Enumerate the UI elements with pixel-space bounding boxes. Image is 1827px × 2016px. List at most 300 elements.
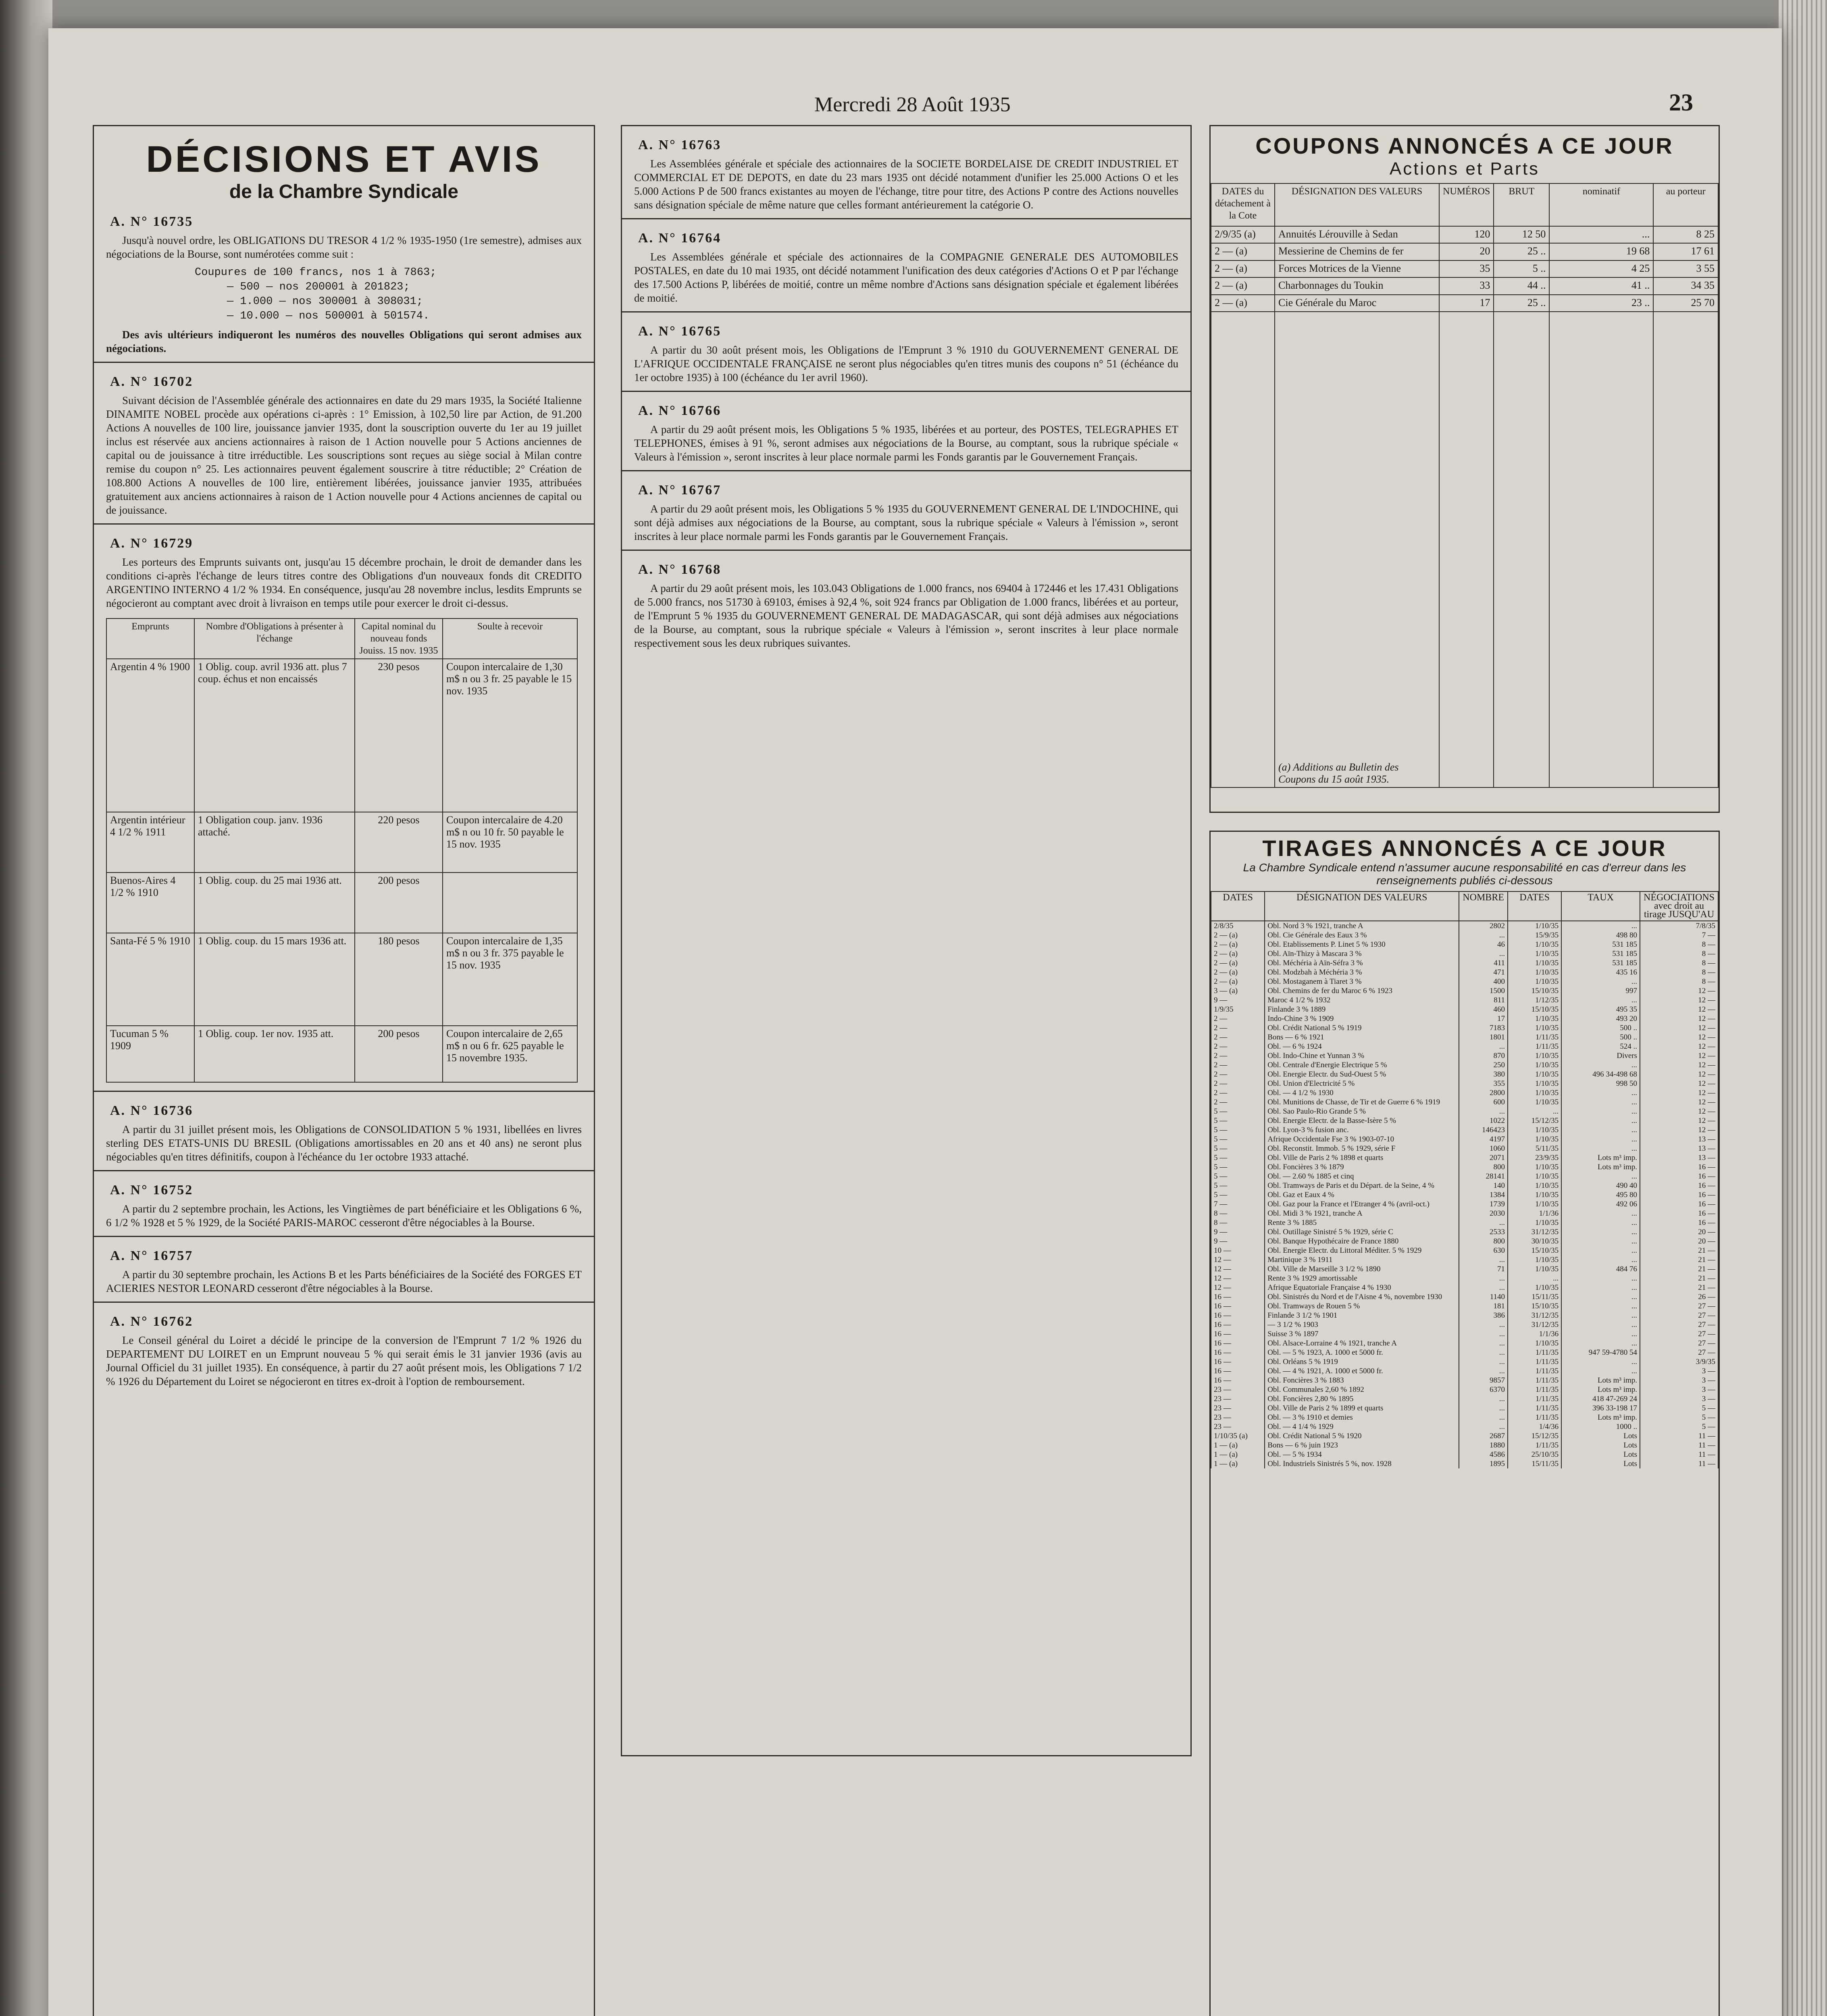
table-cell: 496 34-498 68 — [1561, 1070, 1640, 1079]
table-cell: Obl. — 2.60 % 1885 et cinq — [1265, 1172, 1459, 1181]
column-header: TAUX — [1561, 891, 1640, 921]
table-cell: 1500 — [1459, 986, 1508, 996]
table-cell: ... — [1459, 1274, 1508, 1283]
table-cell: 5 — — [1640, 1422, 1718, 1431]
table-row — [1211, 1255, 1718, 1264]
table-cell: 17 — [1459, 1014, 1508, 1023]
column-header: nominatif — [1549, 183, 1653, 226]
table-cell: 2 — — [1211, 1088, 1265, 1098]
table-row — [1211, 1144, 1718, 1153]
table-row — [1211, 1070, 1718, 1079]
column-header: DÉSIGNATION DES VALEURS — [1275, 183, 1439, 226]
table-row — [1211, 1339, 1718, 1348]
table-row — [1211, 1181, 1718, 1190]
table-cell: Obl. Gaz et Eaux 4 % — [1265, 1190, 1459, 1200]
table-cell: 500 .. — [1561, 1033, 1640, 1042]
notice-text: A partir du 31 juillet présent mois, les Obligations de CONSOLIDATION 5 % 1931, libellées en livres sterling DES ETATS-UNIS DU BRESIL (Obligations amortissables en 20 ans et 40 ans) ne seront plus négociables qu'en titres définitifs, coupon à l'échéance du 1er octobre 1933 attaché. — [106, 1123, 582, 1163]
table-cell: 16 — — [1640, 1209, 1718, 1218]
table-row — [1211, 1302, 1718, 1311]
table-cell: 17 — [1439, 295, 1494, 312]
table-row — [1211, 1227, 1718, 1237]
table-cell: 2 — — [1211, 1070, 1265, 1079]
table-row — [1211, 1079, 1718, 1088]
table-cell: 1000 .. — [1561, 1422, 1640, 1431]
table-cell: 16 — — [1211, 1376, 1265, 1385]
table-cell: ... — [1459, 1320, 1508, 1329]
table-cell: 31/12/35 — [1508, 1320, 1561, 1329]
table-cell: 8 — — [1640, 949, 1718, 958]
table-cell: 493 20 — [1561, 1014, 1640, 1023]
table-row — [1211, 1459, 1718, 1468]
table-cell: 21 — — [1640, 1274, 1718, 1283]
table-cell: 1/10/35 — [1508, 1125, 1561, 1135]
table-cell: ... — [1561, 1302, 1640, 1311]
table-cell: Obl. Chemins de fer du Maroc 6 % 1923 — [1265, 986, 1459, 996]
table-row — [1211, 1098, 1718, 1107]
table-cell: 492 06 — [1561, 1200, 1640, 1209]
table-row — [1211, 1366, 1718, 1376]
table-cell: 1/11/35 — [1508, 1366, 1561, 1376]
table-cell: 8 25 — [1653, 226, 1718, 243]
table-cell: 9857 — [1459, 1376, 1508, 1385]
table-cell: 495 35 — [1561, 1005, 1640, 1014]
table-cell: 23 — — [1211, 1385, 1265, 1394]
table-cell: 5 .. — [1494, 260, 1549, 277]
table-cell: Obl. Outillage Sinistré 5 % 1929, série C — [1265, 1227, 1459, 1237]
table-cell: 11 — — [1640, 1441, 1718, 1450]
table-cell: Obl. Industriels Sinistrés 5 %, nov. 1928 — [1265, 1459, 1459, 1468]
table-cell: 5 — — [1640, 1404, 1718, 1413]
table-row — [1211, 1218, 1718, 1227]
table-cell: 5/11/35 — [1508, 1144, 1561, 1153]
table-cell: ... — [1459, 1255, 1508, 1264]
table-cell: Annuités Lérouville à Sedan — [1275, 226, 1439, 243]
table-cell: Afrique Occidentale Fse 3 % 1903-07-10 — [1265, 1135, 1459, 1144]
table-cell: 2/8/35 — [1211, 921, 1265, 931]
table-row — [1211, 1292, 1718, 1302]
table-cell: Argentin 4 % 1900 — [106, 659, 194, 812]
coupure-line: — 500 — nos 200001 à 201823; — [227, 281, 410, 293]
table-cell: 2 — (a) — [1211, 940, 1265, 949]
table-cell: 5 — — [1211, 1162, 1265, 1172]
table-cell: ... — [1459, 1422, 1508, 1431]
table-cell: ... — [1459, 1394, 1508, 1404]
decisions-title: DÉCISIONS ET AVIS — [146, 139, 542, 180]
table-cell: 200 pesos — [355, 873, 443, 933]
table-row — [1211, 277, 1718, 294]
table-row — [1211, 968, 1718, 977]
table-cell: Obl. Communales 2,60 % 1892 — [1265, 1385, 1459, 1394]
table-row — [1211, 949, 1718, 958]
table-cell: ... — [1561, 1283, 1640, 1292]
table-cell: 1/10/35 — [1508, 1172, 1561, 1181]
table-row — [1211, 1005, 1718, 1014]
table-cell: 1/10/35 — [1508, 949, 1561, 958]
table-cell: ... — [1561, 1209, 1640, 1218]
table-cell: ... — [1508, 1107, 1561, 1116]
table-cell: ... — [1561, 1366, 1640, 1376]
page-stack-right — [1779, 0, 1827, 2016]
notices-column — [621, 125, 1192, 1756]
table-cell: ... — [1549, 226, 1653, 243]
table-cell: 8 — — [1211, 1209, 1265, 1218]
table-cell: Lots m³ imp. — [1561, 1413, 1640, 1422]
table-cell: Lots — [1561, 1441, 1640, 1450]
table-cell: Obl. Etablissements P. Linet 5 % 1930 — [1265, 940, 1459, 949]
book-binding-left — [0, 0, 52, 2016]
table-row — [1211, 1431, 1718, 1441]
table-cell: ... — [1561, 1060, 1640, 1070]
table-cell: 13 — — [1640, 1144, 1718, 1153]
table-cell: 2 — — [1211, 1023, 1265, 1033]
table-cell: 435 16 — [1561, 968, 1640, 977]
table-cell: 10 — — [1211, 1246, 1265, 1255]
divider — [622, 218, 1190, 219]
table-cell: 630 — [1459, 1246, 1508, 1255]
column-header: NÉGOCIATIONS avec droit au tirage JUSQU'AU — [1640, 891, 1718, 921]
table-cell: 811 — [1459, 996, 1508, 1005]
table-cell: ... — [1459, 1339, 1508, 1348]
table-cell: ... — [1561, 1246, 1640, 1255]
table-cell: Obl. Energie Electr. du Littoral Méditer. 5 % 1929 — [1265, 1246, 1459, 1255]
table-cell: 531 185 — [1561, 958, 1640, 968]
table-row — [1211, 1209, 1718, 1218]
table-row — [1211, 1394, 1718, 1404]
table-cell: Obl. Gaz pour la France et l'Etranger 4 % (avril-oct.) — [1265, 1200, 1459, 1209]
table-cell: 23 — — [1211, 1404, 1265, 1413]
table-row — [1211, 1200, 1718, 1209]
notice-text: A partir du 29 août présent mois, les Obligations 5 % 1935 du GOUVERNEMENT GENERAL DE L'INDOCHINE, qui sont déjà admises aux négociations de la Bourse, au comptant, sous la rubrique spéciale « Valeurs à l'émission », seront inscrites à leur place normale parmi les Fonds garantis par le Gouvernement Français. — [634, 503, 1178, 542]
table-cell: 16 — — [1211, 1366, 1265, 1376]
table-cell: 1/10/35 — [1508, 1023, 1561, 1033]
table-cell: 16 — — [1211, 1292, 1265, 1302]
notice-ref: A. N° 16735 — [110, 214, 194, 229]
table-row — [1211, 996, 1718, 1005]
table-cell: Obl. Mostaganem à Tiaret 3 % — [1265, 977, 1459, 986]
table-cell: 1/10/35 — [1508, 1070, 1561, 1079]
table-row — [1211, 958, 1718, 968]
table-cell: 19 68 — [1549, 243, 1653, 260]
table-cell: 3 55 — [1653, 260, 1718, 277]
table-row — [1211, 931, 1718, 940]
table-cell — [443, 873, 577, 933]
table-cell: 1/11/35 — [1508, 1376, 1561, 1385]
table-cell: Obl. Nord 3 % 1921, tranche A — [1265, 921, 1459, 931]
table-cell: 1/4/36 — [1508, 1422, 1561, 1431]
table-cell: 27 — — [1640, 1348, 1718, 1357]
table-row — [1211, 312, 1718, 787]
table-cell: Obl. Crédit National 5 % 1919 — [1265, 1023, 1459, 1033]
table-row — [106, 873, 577, 933]
table-cell: 5 — — [1211, 1172, 1265, 1181]
notice-ref: A. N° 16702 — [110, 374, 194, 389]
table-cell: ... — [1561, 1292, 1640, 1302]
table-cell: 531 185 — [1561, 940, 1640, 949]
table-cell: Buenos-Aires 4 1/2 % 1910 — [106, 873, 194, 933]
table-cell: 11 — — [1640, 1450, 1718, 1459]
table-cell: Obl. — 4 1/2 % 1930 — [1265, 1088, 1459, 1098]
table-cell: 27 — — [1640, 1320, 1718, 1329]
table-row — [106, 933, 577, 1026]
table-cell: Divers — [1561, 1051, 1640, 1060]
table-cell: Maroc 4 1/2 % 1932 — [1265, 996, 1459, 1005]
table-cell: 12 — — [1211, 1255, 1265, 1264]
table-cell: 12 50 — [1494, 226, 1549, 243]
column-header: Emprunts — [106, 619, 194, 659]
table-cell: 230 pesos — [355, 659, 443, 812]
column-header: BRUT — [1494, 183, 1549, 226]
table-cell: Rente 3 % 1885 — [1265, 1218, 1459, 1227]
table-cell: 1/11/35 — [1508, 1357, 1561, 1366]
table-cell: Obl. Munitions de Chasse, de Tir et de Guerre 6 % 1919 — [1265, 1098, 1459, 1107]
table-cell: 1384 — [1459, 1190, 1508, 1200]
table-cell: 31/12/35 — [1508, 1227, 1561, 1237]
table-cell: 1/10/35 — [1508, 1339, 1561, 1348]
table-cell: 23/9/35 — [1508, 1153, 1561, 1162]
table-cell: ... — [1561, 1172, 1640, 1181]
table-cell: ... — [1561, 1135, 1640, 1144]
table-cell: 1/10/35 — [1508, 1079, 1561, 1088]
table-cell: 3 — — [1640, 1366, 1718, 1376]
table-cell: 23 .. — [1549, 295, 1653, 312]
table-cell: Afrique Equatoriale Française 4 % 1930 — [1265, 1283, 1459, 1292]
notice-ref: A. N° 16764 — [638, 231, 722, 246]
table-cell: 12 — — [1640, 1088, 1718, 1098]
table-cell: 21 — — [1640, 1246, 1718, 1255]
table-cell: Obl. Energie Electr. de la Basse-Isère 5 % — [1265, 1116, 1459, 1125]
table-row — [1211, 1329, 1718, 1339]
table-row — [1211, 1190, 1718, 1200]
table-cell: Obl. Aïn-Thizy à Mascara 3 % — [1265, 949, 1459, 958]
table-row — [1211, 1357, 1718, 1366]
column-header: Nombre d'Obligations à présenter à l'échange — [194, 619, 355, 659]
table-cell: 33 — [1439, 277, 1494, 294]
table-cell: 3 — — [1640, 1394, 1718, 1404]
table-cell: 25 .. — [1494, 243, 1549, 260]
table-cell: Obl. Sao Paulo-Rio Grande 5 % — [1265, 1107, 1459, 1116]
table-cell: 16 — — [1640, 1218, 1718, 1227]
table-cell: ... — [1561, 1144, 1640, 1153]
table-cell: ... — [1561, 1098, 1640, 1107]
table-cell: Obl. — 4 1/4 % 1929 — [1265, 1422, 1459, 1431]
table-row — [1211, 1060, 1718, 1070]
table-cell: 2 — (a) — [1211, 977, 1265, 986]
table-cell: 1 Oblig. coup. du 15 mars 1936 att. — [194, 933, 355, 1026]
coupons-subtitle: Actions et Parts — [1389, 159, 1540, 179]
table-cell: 2 — (a) — [1211, 295, 1275, 312]
table-cell: 9 — — [1211, 996, 1265, 1005]
divider — [94, 362, 594, 363]
decisions-subtitle: de la Chambre Syndicale — [229, 181, 459, 202]
table-cell: 1/10/35 — [1508, 1218, 1561, 1227]
table-cell: 5 — — [1211, 1107, 1265, 1116]
table-cell: ... — [1459, 1218, 1508, 1227]
table-row — [1211, 295, 1718, 312]
notice-text: A partir du 29 août présent mois, les Obligations 5 % 1935, libérées et au porteur, des POSTES, TELEGRAPHES ET TELEPHONES, émises à 91 %, seront admises aux négociations de la Bourse, au comptant, sous la rubrique spéciale « Valeurs à l'émission », seront inscrites à leur place normale parmi les Fonds garantis par le Gouvernement Français. — [634, 423, 1178, 463]
table-cell: 71 — [1459, 1264, 1508, 1274]
table-cell: 1/10/35 — [1508, 977, 1561, 986]
table-cell: 400 — [1459, 977, 1508, 986]
divider — [622, 391, 1190, 392]
table-cell: Messierine de Chemins de fer — [1275, 243, 1439, 260]
table-cell: Coupon intercalaire de 4.20 m$ n ou 10 fr. 50 payable le 15 nov. 1935 — [443, 812, 577, 873]
table-cell: Bons — 6 % 1921 — [1265, 1033, 1459, 1042]
table-cell: 1/10/35 — [1508, 1181, 1561, 1190]
table-row — [1211, 977, 1718, 986]
divider — [622, 550, 1190, 551]
table-cell: ... — [1561, 1255, 1640, 1264]
table-cell: 411 — [1459, 958, 1508, 968]
table-cell: Coupon intercalaire de 1,35 m$ n ou 3 fr. 375 payable le 15 nov. 1935 — [443, 933, 577, 1026]
table-cell: Obl. Tramways de Paris et du Départ. de la Seine, 4 % — [1265, 1181, 1459, 1190]
table-cell: Obl. Cie Générale des Eaux 3 % — [1265, 931, 1459, 940]
table-cell: 998 50 — [1561, 1079, 1640, 1088]
table-cell: 2 — (a) — [1211, 931, 1265, 940]
notice-text: Le Conseil général du Loiret a décidé le principe de la conversion de l'Emprunt 7 1/2 % 1926 du DEPARTEMENT DU LOIRET en un Emprunt nouveau 5 % qui serait émis le 31 janvier 1936 (avis au Journal Officiel du 31 juillet 1935). En conséquence, à partir du 27 août présent mois, les Obligations 7 1/2 % 1926 du Département du Loiret se négocieront en titres ex-droit à l'option de remboursement. — [106, 1334, 582, 1387]
table-cell: 495 80 — [1561, 1190, 1640, 1200]
table-cell: 120 — [1439, 226, 1494, 243]
table-cell: Finlande 3 1/2 % 1901 — [1265, 1311, 1459, 1320]
table-cell: 1/10/35 — [1508, 1264, 1561, 1274]
table-cell: 1140 — [1459, 1292, 1508, 1302]
table-cell: 1/12/35 — [1508, 996, 1561, 1005]
table-cell: ... — [1459, 931, 1508, 940]
notice-text: A partir du 29 août présent mois, les 103.043 Obligations de 1.000 francs, nos 69404 à 172446 et les 17.431 Obligations de 5.000 francs, nos 51730 à 69103, émises à 92,4 %, soit 924 francs par Obligation de 1.000 francs, libérées et au porteur, de l'Emprunt 5 % 1935 du GOUVERNEMENT GENERAL DE MADAGASCAR, qui sont déjà admises aux négociations de la Bourse, au comptant, sous la rubrique spéciale « Valeurs à l'émission », seront inscrites à leur place normale respectivement sous les deux rubriques suivantes. — [634, 582, 1178, 649]
table-cell: 16 — — [1211, 1320, 1265, 1329]
table-cell: 1/11/35 — [1508, 1348, 1561, 1357]
table-row — [1211, 1320, 1718, 1329]
table-cell: 1 Oblig. coup. avril 1936 att. plus 7 coup. échus et non encaissés — [194, 659, 355, 812]
table-row — [106, 812, 577, 873]
table-cell: 23 — — [1211, 1413, 1265, 1422]
table-cell: Forces Motrices de la Vienne — [1275, 260, 1439, 277]
table-cell: Lots m³ imp. — [1561, 1376, 1640, 1385]
table-row — [1211, 1042, 1718, 1051]
table-cell: Obl. Centrale d'Energie Electrique 5 % — [1265, 1060, 1459, 1070]
table-cell: Finlande 3 % 1889 — [1265, 1005, 1459, 1014]
table-cell: 1/10/35 — [1508, 921, 1561, 931]
table-cell: 8 — — [1211, 1218, 1265, 1227]
table-cell: 200 pesos — [355, 1026, 443, 1082]
table-row — [1211, 986, 1718, 996]
table-row — [1211, 243, 1718, 260]
table-cell: 27 — — [1640, 1329, 1718, 1339]
table-cell: ... — [1561, 1116, 1640, 1125]
table-cell: Obl. — 5 % 1923, A. 1000 et 5000 fr. — [1265, 1348, 1459, 1357]
table-cell: Obl. Foncières 2,80 % 1895 — [1265, 1394, 1459, 1404]
table-cell: 12 — — [1640, 1033, 1718, 1042]
table-cell: ... — [1561, 1311, 1640, 1320]
table-cell: 1895 — [1459, 1459, 1508, 1468]
table-cell: 41 .. — [1549, 277, 1653, 294]
table-cell: 2 — — [1211, 1060, 1265, 1070]
table-cell: 140 — [1459, 1181, 1508, 1190]
table-cell: 12 — — [1640, 1070, 1718, 1079]
table-cell: 9 — — [1211, 1237, 1265, 1246]
table-cell: Obl. Sinistrés du Nord et de l'Aisne 4 %, novembre 1930 — [1265, 1292, 1459, 1302]
table-cell: 23 — — [1211, 1422, 1265, 1431]
table-cell: ... — [1459, 1404, 1508, 1413]
column-header: NOMBRE — [1459, 891, 1508, 921]
table-cell: 12 — — [1640, 1042, 1718, 1051]
table-cell: Charbonnages du Toukin — [1275, 277, 1439, 294]
table-cell: 5 — — [1211, 1144, 1265, 1153]
notice-ref: A. N° 16757 — [110, 1248, 194, 1263]
table-cell: ... — [1459, 949, 1508, 958]
notice-text: Suivant décision de l'Assemblée générale des actionnaires en date du 29 mars 1935, la Société Italienne DINAMITE NOBEL procède aux opérations ci-après : 1° Emission, à 102,50 lire par Action, de 91.200 Actions A nouvelles de 100 lire, jouissance janvier 1935, dont la souscription ouverte du 1er au 19 juillet inclus est réservée aux anciens actionnaires à raison de 1 Action nouvelle pour 5 Actions anciennes de capital ou de jouissance à titre irréductible. Les souscriptions sont reçues au siège social à Milan contre remise du coupon n° 25. Les actionnaires peuvent également souscrire à titre réductible; 2° Création de 108.800 Actions A nouvelles de 100 lire, entièrement libérées, jouissance janvier 1935, attribuées gratuitement aux anciens actionnaires à raison de 1 Action nouvelle pour 4 Actions anciennes de capital ou de jouissance. — [106, 394, 582, 516]
table-row — [1211, 921, 1718, 931]
table-cell: ... — [1561, 1227, 1640, 1237]
table-cell: 15/11/35 — [1508, 1292, 1561, 1302]
table-row — [1211, 1162, 1718, 1172]
table-cell: 16 — — [1640, 1181, 1718, 1190]
table-cell: ... — [1561, 1218, 1640, 1227]
table-cell: Coupon intercalaire de 1,30 m$ n ou 3 fr. 25 payable le 15 nov. 1935 — [443, 659, 577, 812]
notice-text: Les Assemblées générale et spéciale des actionnaires de la COMPAGNIE GENERALE DES AUTOMOBILES POSTALES, en date du 10 mai 1935, ont décidé notamment l'unification des deux catégories d'Actions O et P par l'échange des 17.500 Actions P, libérées de moitié, contre un même nombre d'Actions sans désignation spéciale et également libérées de moitié. — [634, 251, 1178, 304]
table-cell: 1/10/35 — [1508, 1088, 1561, 1098]
table-cell: 524 .. — [1561, 1042, 1640, 1051]
table-cell: ... — [1561, 1329, 1640, 1339]
table-row — [1211, 1172, 1718, 1181]
table-cell: 2 — (a) — [1211, 949, 1265, 958]
table-row — [1211, 940, 1718, 949]
column-header: au porteur — [1653, 183, 1718, 226]
table-cell: Obl. — 6 % 1924 — [1265, 1042, 1459, 1051]
table-cell: 4197 — [1459, 1135, 1508, 1144]
table-cell: 30/10/35 — [1508, 1237, 1561, 1246]
table-cell: 44 .. — [1494, 277, 1549, 294]
table-cell: 13 — — [1640, 1135, 1718, 1144]
table-cell: Obl. — 3 % 1910 et demies — [1265, 1413, 1459, 1422]
table-cell: ... — [1561, 1125, 1640, 1135]
table-cell: 46 — [1459, 940, 1508, 949]
table-row — [1211, 1376, 1718, 1385]
table-cell: 1/10/35 — [1508, 940, 1561, 949]
table-cell: 800 — [1459, 1237, 1508, 1246]
table-cell: 1/11/35 — [1508, 1033, 1561, 1042]
tirages-table — [1211, 891, 1719, 1468]
table-cell: 2 — (a) — [1211, 260, 1275, 277]
table-cell: 3/9/35 — [1640, 1357, 1718, 1366]
table-cell: 1/11/35 — [1508, 1441, 1561, 1450]
notice-ref: A. N° 16768 — [638, 562, 722, 577]
table-row — [1211, 1264, 1718, 1274]
table-cell: 17 61 — [1653, 243, 1718, 260]
table-cell: 1/10/35 — [1508, 1135, 1561, 1144]
table-cell: 2800 — [1459, 1088, 1508, 1098]
table-cell: 35 — [1439, 260, 1494, 277]
table-cell: 220 pesos — [355, 812, 443, 873]
table-cell: ... — [1508, 1274, 1561, 1283]
table-cell: 870 — [1459, 1051, 1508, 1060]
table-cell: 1/9/35 — [1211, 1005, 1265, 1014]
table-row — [1211, 1116, 1718, 1125]
table-cell: 250 — [1459, 1060, 1508, 1070]
table-cell: 12 — — [1211, 1264, 1265, 1274]
table-cell: ... — [1459, 1107, 1508, 1116]
table-cell: 1/10/35 — [1508, 1200, 1561, 1209]
table-cell: Obl. Ville de Marseille 3 1/2 % 1890 — [1265, 1264, 1459, 1274]
table-cell: 23 — — [1211, 1394, 1265, 1404]
table-cell: 26 — — [1640, 1292, 1718, 1302]
table-row — [1211, 1404, 1718, 1413]
table-cell: 180 pesos — [355, 933, 443, 1026]
table-cell: 7/8/35 — [1640, 921, 1718, 931]
table-cell: 1/10/35 — [1508, 1014, 1561, 1023]
table-cell: ... — [1561, 996, 1640, 1005]
table-row — [1211, 1014, 1718, 1023]
column-header: DATES du détachement à la Cote — [1211, 183, 1275, 226]
